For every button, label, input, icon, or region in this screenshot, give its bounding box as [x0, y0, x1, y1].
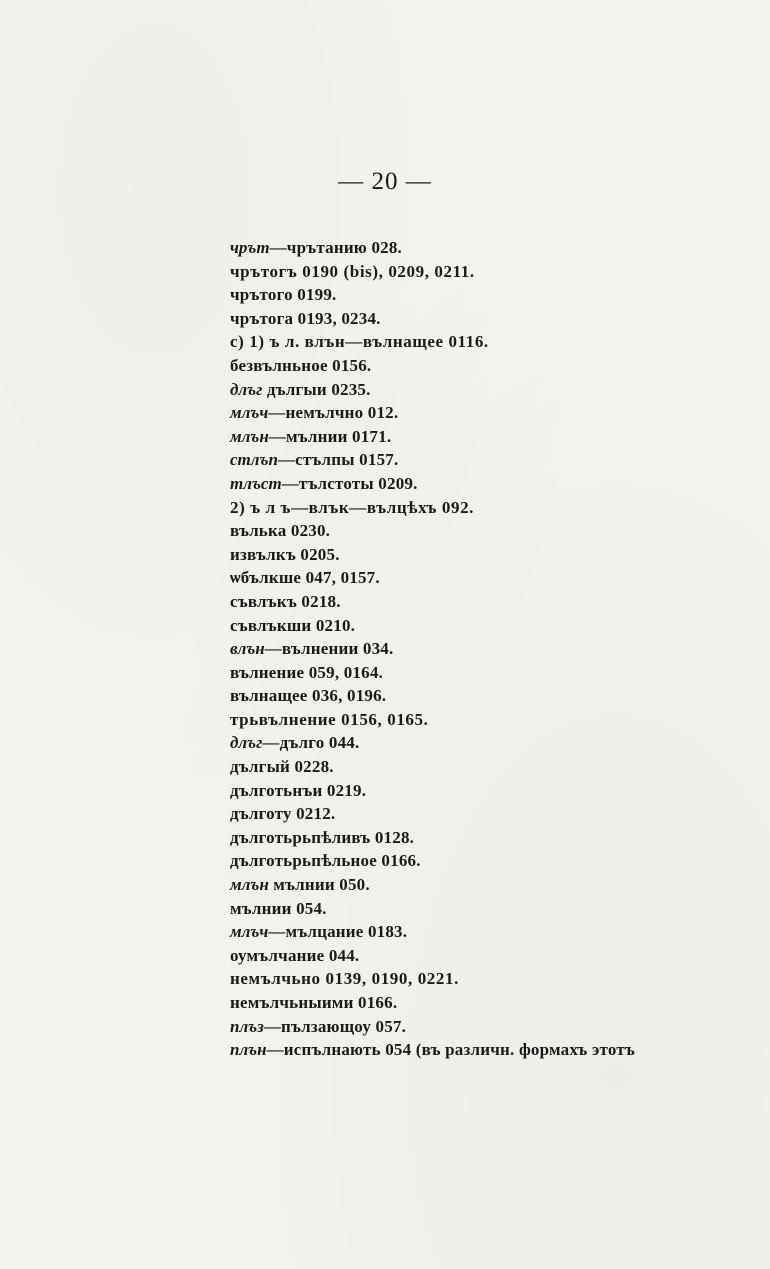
entry-line	[230, 1015, 765, 1039]
entry-line	[230, 236, 765, 260]
entry-text: вълнащее 036, 0196.	[230, 686, 387, 706]
entry-text: —пълзающоу 057.	[263, 1016, 407, 1036]
entry-line	[230, 755, 765, 779]
entry-line	[230, 283, 765, 307]
entry-line	[230, 967, 765, 991]
entry-line	[230, 519, 765, 543]
entry-text: мълнии 054.	[230, 898, 327, 918]
entry-line	[230, 779, 765, 803]
entry-text: дълготу 0212.	[230, 804, 336, 824]
entry-root: влън	[230, 639, 265, 659]
entry-text: —немълчно 012.	[268, 403, 399, 423]
entry-text: извълкъ 0205.	[230, 544, 340, 564]
entry-line	[230, 307, 765, 331]
entry-root: длъг	[230, 379, 263, 399]
entry-text: —мълцание 0183.	[268, 922, 408, 942]
entry-text: дълготьрьпѣливъ 0128.	[230, 827, 415, 847]
entry-line	[230, 330, 765, 354]
entry-root: млън	[230, 426, 269, 446]
entry-root: плън	[230, 1040, 267, 1060]
entry-text: —стълпы 0157.	[277, 450, 399, 470]
entry-line	[230, 566, 765, 590]
entry-text: ѡбълкше 047, 0157.	[230, 568, 380, 588]
entry-text: чрътого 0199.	[230, 285, 337, 305]
entry-root: млъч	[230, 403, 269, 423]
entry-text: дългый 0228.	[230, 757, 334, 777]
entry-line	[230, 260, 765, 284]
entry-text: съвлъкъ 0218.	[230, 591, 341, 611]
entry-line	[230, 496, 765, 520]
entry-text: дълготьнъи 0219.	[230, 780, 367, 800]
entry-line	[230, 826, 765, 850]
entry-text: c) 1) ъ л. влън—вълнащее 0116.	[230, 332, 489, 352]
entry-line	[230, 944, 765, 968]
entry-line	[230, 661, 765, 685]
entry-line	[230, 590, 765, 614]
entry-text: —мълнии 0171.	[268, 426, 392, 446]
entry-text: —дълго 044.	[262, 733, 360, 753]
entry-line	[230, 637, 765, 661]
entry-text: дълготьрьпѣльное 0166.	[230, 851, 421, 871]
entry-line	[230, 684, 765, 708]
entry-text: вълька 0230.	[230, 521, 331, 541]
entry-text: немълчьныими 0166.	[230, 993, 398, 1012]
entry-root: тлъст	[230, 473, 282, 493]
entry-text: оумълчание 044.	[230, 945, 360, 965]
entry-line	[230, 873, 765, 897]
entry-line	[230, 731, 765, 755]
entry-text: немълчьно 0139, 0190, 0221.	[230, 969, 459, 989]
entry-line	[230, 897, 765, 921]
entry-root: млън	[230, 875, 269, 895]
page-number: — 20 —	[338, 168, 432, 195]
entry-line	[230, 448, 765, 472]
entry-text: —чрътанию 028.	[269, 238, 403, 257]
entry-list	[230, 236, 765, 1062]
entry-line	[230, 614, 765, 638]
entry-line	[230, 849, 765, 873]
entry-text: дългыи 0235.	[262, 379, 371, 399]
entry-line	[230, 708, 765, 732]
entry-root: стлъп	[230, 450, 278, 470]
entry-text: съвлъкши 0210.	[230, 615, 356, 635]
entry-line	[230, 991, 765, 1015]
entry-text: —испълнають 054 (въ различн. формахъ этотъ	[266, 1040, 635, 1060]
entry-line	[230, 802, 765, 826]
entry-text: —вълнении 034.	[264, 639, 394, 659]
entry-line	[230, 543, 765, 567]
entry-text: —тълстоты 0209.	[281, 473, 418, 493]
entry-root: чрът	[230, 238, 270, 257]
entry-root: млъч	[230, 922, 269, 942]
entry-text: 2) ъ л ъ—влък—вълцѣхъ 092.	[230, 497, 475, 517]
entry-text: мълнии 050.	[268, 875, 370, 895]
entry-line	[230, 920, 765, 944]
entry-line	[230, 354, 765, 378]
entry-text: вълнение 059, 0164.	[230, 662, 383, 682]
entry-line	[230, 1038, 765, 1062]
entry-text: чрътога 0193, 0234.	[230, 308, 381, 328]
entry-line	[230, 425, 765, 449]
entry-root: плъз	[230, 1016, 264, 1036]
entry-line	[230, 401, 765, 425]
entry-text: безвълньное 0156.	[230, 355, 372, 375]
entry-text: трьвълнение 0156, 0165.	[230, 709, 429, 729]
entry-root: длъг	[230, 733, 263, 753]
entry-line	[230, 378, 765, 402]
entry-line	[230, 472, 765, 496]
entry-text: чрътогъ 0190 (bis), 0209, 0211.	[230, 261, 475, 281]
